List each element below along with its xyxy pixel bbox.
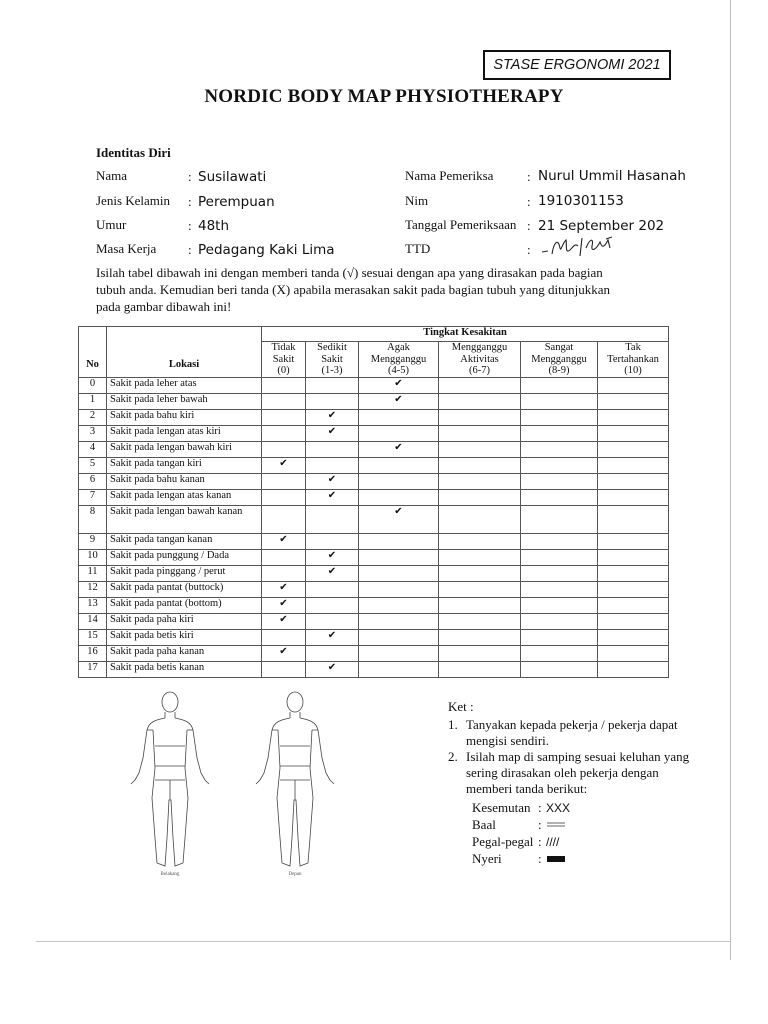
row-number: 2 [79,409,107,425]
level-cell[interactable] [262,661,306,677]
level-cell[interactable] [521,377,598,393]
header-level-text: Tak [625,342,641,353]
header-level-text: Sakit [321,353,343,365]
level-cell[interactable] [521,645,598,661]
level-cell[interactable] [262,597,306,613]
level-cell[interactable] [439,533,521,549]
instruction-line: Isilah tabel dibawah ini dengan memberi tanda (√) sesuai dengan apa yang dirasakan pada bagian [96,265,603,280]
level-cell[interactable] [306,645,359,661]
table-row [79,489,669,505]
row-lokasi: Sakit pada paha kanan [107,645,262,661]
ket-item-number: 1. [448,717,458,732]
body-back-figure [131,692,209,866]
colon: : [527,169,531,184]
row-lokasi: Sakit pada tangan kanan [107,533,262,549]
row-number: 11 [79,565,107,581]
row-number: 17 [79,661,107,677]
check-mark-icon: ✔ [327,425,337,437]
level-cell[interactable] [521,597,598,613]
legend-name: Pegal-pegal [472,833,534,849]
value-tanggal-pemeriksaan: 21 September 202 [538,218,665,234]
legend-row-kesemutan [472,799,708,816]
level-cell[interactable] [598,613,669,629]
level-cell[interactable] [521,393,598,409]
level-cell[interactable] [262,505,306,533]
ket-item [448,717,708,749]
value-nama: Susilawati [198,169,267,185]
level-cell[interactable] [306,565,359,581]
label-umur: Umur [96,217,127,232]
legend-symbol-kesemutan: XXX [546,800,571,815]
legend-name: Baal [472,816,496,832]
level-cell[interactable] [439,409,521,425]
pain-rows [79,377,669,677]
ket-item-text: Isilah map di samping sesuai keluhan yang sering dirasakan oleh pekerja dengan memberi tanda berikut: [466,749,690,796]
header-level-text: Tidak [271,342,296,353]
level-cell[interactable] [262,489,306,505]
level-cell[interactable] [521,409,598,425]
header-level-text: Tertahankan [607,353,659,365]
row-number: 4 [79,441,107,457]
table-row [79,629,669,645]
level-cell[interactable] [598,645,669,661]
level-cell[interactable] [598,565,669,581]
row-lokasi: Sakit pada lengan bawah kiri [107,441,262,457]
check-mark-icon: ✔ [327,565,337,577]
header-level-text: Sedikit [317,342,347,353]
table-row [79,581,669,597]
level-cell[interactable] [262,393,306,409]
level-cell[interactable] [598,581,669,597]
legend-row-baal [472,816,708,833]
level-cell[interactable] [521,661,598,677]
table-row [79,377,669,393]
header-level-5 [598,342,669,378]
row-lokasi: Sakit pada lengan atas kiri [107,425,262,441]
level-cell[interactable] [439,581,521,597]
level-cell[interactable] [521,505,598,533]
identity-section-title: Identitas Diri [96,145,171,160]
level-cell[interactable] [262,425,306,441]
row-number: 10 [79,549,107,565]
level-cell[interactable] [439,629,521,645]
header-level-text: (1-3) [321,365,343,376]
row-number: 8 [79,505,107,533]
check-mark-icon: ✔ [327,473,337,485]
header-level-text: Agak [387,342,410,353]
header-level-text: (0) [277,365,290,376]
level-cell[interactable] [306,549,359,565]
level-cell[interactable] [439,425,521,441]
check-mark-icon: ✔ [327,409,337,421]
level-cell[interactable] [262,565,306,581]
level-cell[interactable] [262,613,306,629]
legend-row-pegal [472,833,708,850]
level-cell[interactable] [521,425,598,441]
row-number: 0 [79,377,107,393]
value-nama-pemeriksa: Nurul Ummil Hasanah [538,168,686,184]
table-row [79,613,669,629]
level-cell[interactable] [521,457,598,473]
level-cell[interactable] [306,597,359,613]
row-number: 5 [79,457,107,473]
level-cell[interactable] [598,473,669,489]
level-cell[interactable] [306,457,359,473]
stase-label-box [483,50,671,80]
level-cell[interactable] [306,425,359,441]
level-cell[interactable] [359,425,439,441]
row-lokasi: Sakit pada tangan kiri [107,457,262,473]
header-level-1 [306,342,359,378]
row-number: 6 [79,473,107,489]
level-cell[interactable] [439,393,521,409]
header-level-text: Mengganggu [531,353,587,365]
level-cell[interactable] [521,489,598,505]
check-mark-icon: ✔ [394,505,403,517]
ket-legend [472,799,708,867]
level-cell[interactable] [359,377,439,393]
row-lokasi: Sakit pada leher atas [107,377,262,393]
level-cell[interactable] [306,441,359,457]
level-cell[interactable] [521,473,598,489]
level-cell[interactable] [439,457,521,473]
header-level-text: (8-9) [548,365,570,376]
table-row [79,409,669,425]
level-cell[interactable] [598,489,669,505]
table-row [79,533,669,549]
table-row [79,425,669,441]
pain-level-table [78,326,669,678]
ket-notes [448,699,708,867]
table-row [79,565,669,581]
row-number: 3 [79,425,107,441]
level-cell[interactable] [598,661,669,677]
header-level-text: Mengganggu [451,342,508,353]
colon: : [188,242,192,257]
label-tanggal-pemeriksaan: Tanggal Pemeriksaan [405,217,517,232]
level-cell[interactable] [359,409,439,425]
label-nama-pemeriksa: Nama Pemeriksa [405,168,494,183]
check-mark-icon: ✔ [394,441,403,453]
check-mark-icon: ✔ [327,629,337,641]
row-lokasi: Sakit pada betis kanan [107,661,262,677]
signature-image [540,234,620,260]
colon: : [527,218,531,233]
header-level-text: Sangat [544,342,574,353]
level-cell[interactable] [359,629,439,645]
ket-item-text: Tanyakan kepada pekerja / pekerja dapat mengisi sendiri. [466,717,678,748]
level-cell[interactable] [359,565,439,581]
level-cell[interactable] [439,597,521,613]
page-edge-right [730,0,731,960]
level-cell[interactable] [359,613,439,629]
figure-caption-front: Depan [288,872,302,877]
level-cell[interactable] [262,409,306,425]
row-number: 9 [79,533,107,549]
header-level-2 [359,342,439,378]
header-level-text: (10) [624,365,642,376]
page-edge-bottom [36,941,730,942]
row-lokasi: Sakit pada pinggang / perut [107,565,262,581]
body-front-figure [256,692,334,866]
legend-symbol-nyeri [546,854,566,864]
level-cell[interactable] [598,549,669,565]
header-level-text: Aktivitas [460,353,499,365]
check-mark-icon: ✔ [327,549,337,561]
level-cell[interactable] [439,473,521,489]
row-number: 7 [79,489,107,505]
level-cell[interactable] [262,549,306,565]
check-mark-icon: ✔ [394,377,403,389]
level-cell[interactable] [306,393,359,409]
check-mark-icon: ✔ [279,597,288,609]
row-lokasi: Sakit pada punggung / Dada [107,549,262,565]
ket-item-number: 2. [448,749,458,764]
level-cell[interactable] [359,457,439,473]
label-ttd: TTD [405,241,431,256]
value-nim: 1910301153 [538,193,624,209]
level-cell[interactable] [598,505,669,533]
level-cell[interactable] [359,473,439,489]
colon: : [527,194,531,209]
legend-name: Kesemutan [472,799,531,815]
level-cell[interactable] [359,505,439,533]
legend-symbol-pegal: //// [546,834,560,849]
header-level-text: (6-7) [469,365,490,376]
level-cell[interactable] [262,457,306,473]
level-cell[interactable] [306,377,359,393]
legend-colon: : [538,816,542,832]
level-cell[interactable] [598,393,669,409]
level-cell[interactable] [521,581,598,597]
ket-title: Ket : [448,699,474,714]
label-nim: Nim [405,193,429,208]
instruction-line: pada gambar dibawah ini! [96,299,232,314]
level-cell[interactable] [439,549,521,565]
legend-colon: : [538,833,542,849]
level-cell[interactable] [598,441,669,457]
table-row [79,645,669,661]
level-cell[interactable] [306,613,359,629]
table-row [79,441,669,457]
header-level-3 [439,342,521,378]
row-lokasi: Sakit pada paha kiri [107,613,262,629]
level-cell[interactable] [306,661,359,677]
value-umur: 48th [198,218,230,234]
table-row [79,597,669,613]
row-lokasi: Sakit pada lengan bawah kanan [107,505,262,533]
level-cell[interactable] [598,377,669,393]
check-mark-icon: ✔ [279,533,288,545]
header-no: No [79,327,107,378]
row-lokasi: Sakit pada bahu kiri [107,409,262,425]
level-cell[interactable] [359,645,439,661]
row-number: 14 [79,613,107,629]
row-lokasi: Sakit pada pantat (buttock) [107,581,262,597]
level-cell[interactable] [521,549,598,565]
level-cell[interactable] [359,581,439,597]
level-cell[interactable] [598,629,669,645]
colon: : [188,218,192,233]
row-number: 1 [79,393,107,409]
check-mark-icon: ✔ [327,489,337,501]
level-cell[interactable] [521,629,598,645]
colon: : [527,242,531,257]
header-level-0 [262,342,306,378]
table-row [79,393,669,409]
level-cell[interactable] [306,489,359,505]
level-cell[interactable] [359,441,439,457]
header-level-4 [521,342,598,378]
header-level-text: (4-5) [388,365,409,376]
level-cell[interactable] [306,505,359,533]
level-cell[interactable] [439,505,521,533]
row-lokasi: Sakit pada betis kiri [107,629,262,645]
level-cell[interactable] [306,409,359,425]
level-cell[interactable] [306,473,359,489]
figure-caption-back: Belakang [160,872,180,877]
label-jenis-kelamin: Jenis Kelamin [96,193,171,208]
level-cell[interactable] [439,645,521,661]
instruction-line: tubuh anda. Kemudian beri tanda (X) apabila merasakan sakit pada bagian tubuh yang ditunjukkan [96,282,611,297]
legend-colon: : [538,799,542,815]
level-cell[interactable] [359,489,439,505]
row-number: 13 [79,597,107,613]
value-jenis-kelamin: Perempuan [198,194,275,210]
level-cell[interactable] [262,473,306,489]
level-cell[interactable] [306,581,359,597]
stase-label: STASE ERGONOMI 2021 [493,57,661,73]
legend-symbol-baal [546,820,566,830]
level-cell[interactable] [598,425,669,441]
level-cell[interactable] [439,565,521,581]
instructions [96,264,686,315]
table-row [79,549,669,565]
check-mark-icon: ✔ [279,645,288,657]
level-cell[interactable] [439,613,521,629]
level-cell[interactable] [439,441,521,457]
header-level-text: Sakit [272,353,295,365]
level-cell[interactable] [262,645,306,661]
ket-item [448,749,708,797]
level-cell[interactable] [521,441,598,457]
level-cell[interactable] [598,409,669,425]
label-nama: Nama [96,168,128,183]
level-cell[interactable] [598,533,669,549]
level-cell[interactable] [439,661,521,677]
level-cell[interactable] [598,457,669,473]
table-row [79,505,669,533]
level-cell[interactable] [262,581,306,597]
check-mark-icon: ✔ [279,613,288,625]
legend-colon: : [538,850,542,866]
header-lokasi: Lokasi [107,327,262,378]
colon: : [188,194,192,209]
level-cell[interactable] [359,393,439,409]
level-cell[interactable] [521,565,598,581]
header-tingkat-kesakitan: Tingkat Kesakitan [262,327,669,342]
level-cell[interactable] [521,533,598,549]
level-cell[interactable] [439,489,521,505]
level-cell[interactable] [306,629,359,645]
table-row [79,473,669,489]
level-cell[interactable] [359,533,439,549]
row-number: 15 [79,629,107,645]
level-cell[interactable] [521,613,598,629]
label-masa-kerja: Masa Kerja [96,241,157,256]
level-cell[interactable] [359,661,439,677]
check-mark-icon: ✔ [327,661,337,673]
header-level-text: Mengganggu [370,353,427,365]
row-lokasi: Sakit pada lengan atas kanan [107,489,262,505]
check-mark-icon: ✔ [279,581,288,593]
level-cell[interactable] [306,533,359,549]
level-cell[interactable] [359,597,439,613]
level-cell[interactable] [598,597,669,613]
table-row [79,661,669,677]
table-row [79,457,669,473]
level-cell[interactable] [439,377,521,393]
row-lokasi: Sakit pada pantat (bottom) [107,597,262,613]
document-title: NORDIC BODY MAP PHYSIOTHERAPY [204,86,564,107]
legend-name: Nyeri [472,850,502,866]
level-cell[interactable] [262,629,306,645]
row-lokasi: Sakit pada leher bawah [107,393,262,409]
level-cell[interactable] [359,549,439,565]
level-cell[interactable] [262,377,306,393]
body-map-figure [125,688,380,878]
level-cell[interactable] [262,533,306,549]
row-number: 12 [79,581,107,597]
value-masa-kerja: Pedagang Kaki Lima [198,242,335,258]
legend-row-nyeri [472,850,708,867]
check-mark-icon: ✔ [394,393,403,405]
check-mark-icon: ✔ [279,457,288,469]
colon: : [188,169,192,184]
level-cell[interactable] [262,441,306,457]
row-lokasi: Sakit pada bahu kanan [107,473,262,489]
row-number: 16 [79,645,107,661]
